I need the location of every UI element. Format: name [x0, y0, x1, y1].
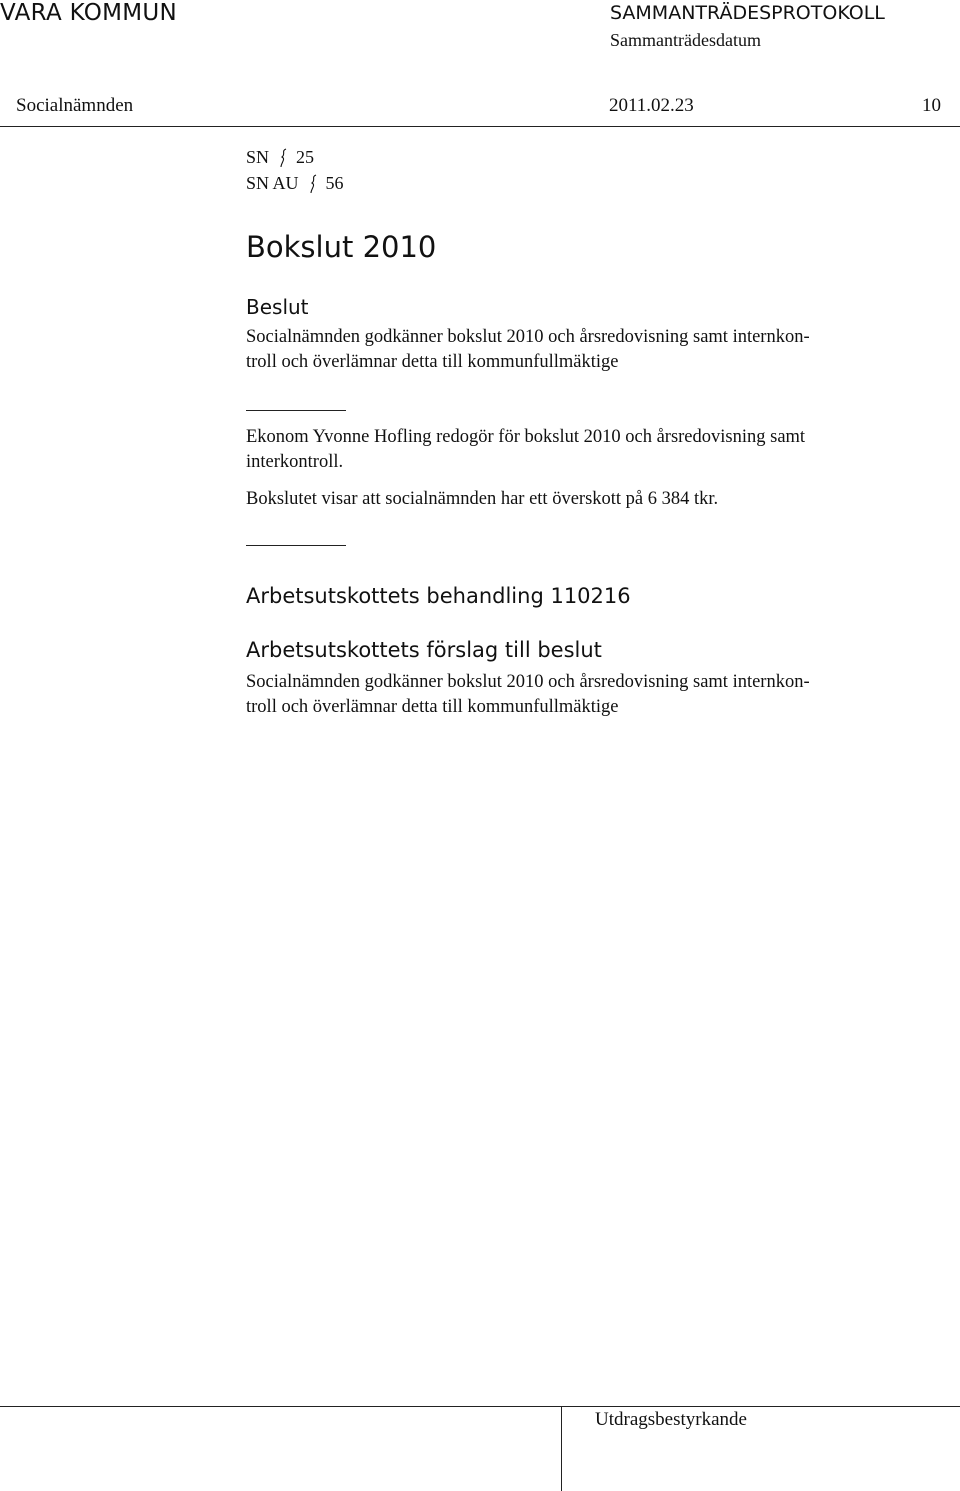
text-line: Bokslutet visar att socialnämnden har ett överskott på 6 384 tkr. — [246, 489, 719, 509]
text-line: Socialnämnden godkänner bokslut 2010 och årsredovisning samt internkon- — [246, 327, 810, 347]
short-divider — [246, 545, 346, 546]
text-line: interkontroll. — [246, 452, 344, 472]
section-reference-au — [246, 173, 344, 194]
short-divider — [246, 410, 346, 411]
header-divider — [0, 126, 960, 127]
text-line: Ekonom Yvonne Hofling redogör för bokslut 2010 och årsredovisning samt — [246, 427, 806, 447]
committee-name: Socialnämnden — [16, 95, 134, 116]
section-reference-sn — [246, 147, 314, 168]
text-line: troll och överlämnar detta till kommunfullmäktige — [246, 352, 619, 372]
footer-divider — [0, 1406, 960, 1407]
organization-name: VARA KOMMUN — [0, 0, 178, 26]
reference-prefix: SN — [246, 147, 270, 167]
au-behandling-heading: Arbetsutskottets behandling 110216 — [246, 584, 631, 608]
proposal-text — [246, 670, 936, 720]
certification-label: Utdragsbestyrkande — [595, 1409, 747, 1430]
paragraph-section-icon — [309, 174, 318, 194]
text-line: troll och överlämnar detta till kommunfullmäktige — [246, 697, 619, 717]
meeting-date: 2011.02.23 — [609, 95, 694, 116]
document-title: Bokslut 2010 — [246, 230, 437, 264]
page-number: 10 — [922, 95, 941, 116]
document-type: SAMMANTRÄDESPROTOKOLL — [610, 2, 885, 24]
au-forslag-heading: Arbetsutskottets förslag till beslut — [246, 638, 602, 662]
paragraph-section-icon — [279, 148, 288, 168]
footer-column-divider — [561, 1406, 562, 1491]
reference-number: 56 — [325, 173, 344, 193]
meeting-date-label: Sammanträdesdatum — [610, 30, 761, 50]
beslut-heading: Beslut — [246, 295, 309, 319]
decision-text — [246, 325, 936, 375]
reference-prefix: SN AU — [246, 173, 299, 193]
result-text — [246, 487, 936, 512]
text-line: Socialnämnden godkänner bokslut 2010 och årsredovisning samt internkon- — [246, 672, 810, 692]
report-text — [246, 425, 936, 475]
reference-number: 25 — [296, 147, 315, 167]
